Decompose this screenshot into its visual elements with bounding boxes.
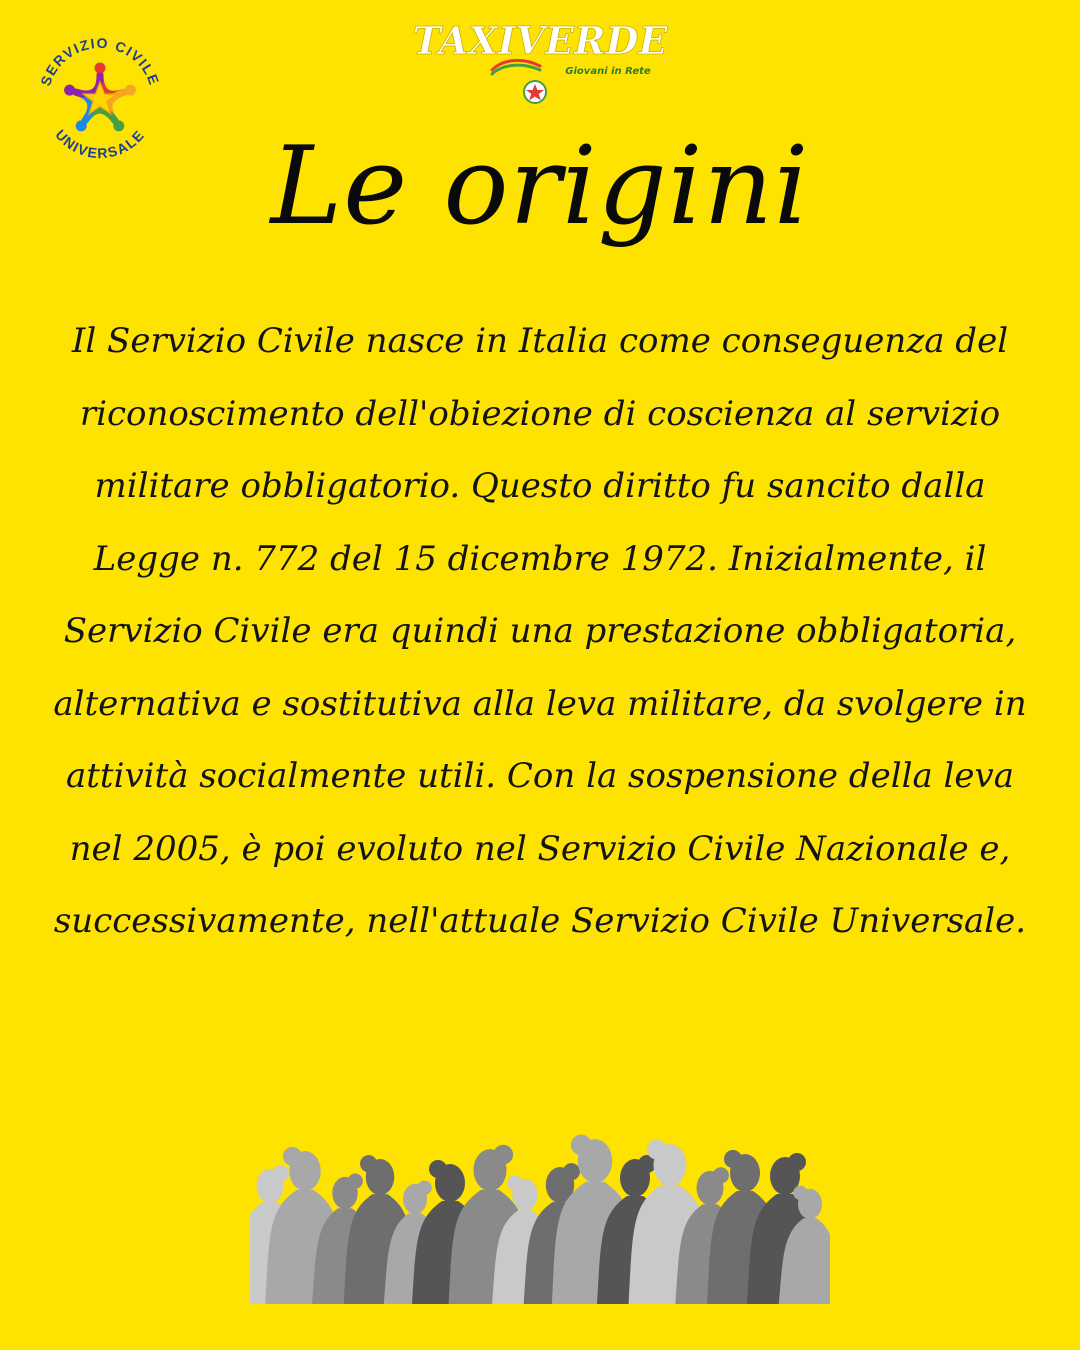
scu-logo-bottom-text: UNIVERSALE xyxy=(52,126,148,162)
taxiverde-tagline: Giovani in Rete xyxy=(565,66,651,77)
taxiverde-wordmark: TAXIVERDE xyxy=(412,18,668,63)
women-silhouettes-illustration xyxy=(250,1128,830,1304)
taxiverde-swoosh-green xyxy=(492,65,540,74)
body-paragraph: Il Servizio Civile nasce in Italia come conseguenza del riconoscimento dell'obiezione di coscienza al servizio militare obbligatorio. Questo diritto fu sancito dalla Legge n. 772 del 15 dicembre 1972. Inizialmente, il Servizio Civile era quindi una prestazione obbligatoria, alternativa e sostitutiva alla leva militare, da svolgere in attività socialmente utili. Con la sospensione della leva nel 2005, è poi evoluto nel Servizio Civile Nazionale e, successivamente, nell'attuale Servizio Civile Universale. xyxy=(53,321,1027,941)
scu-logo-top-text: SERVIZIO CIVILE xyxy=(37,34,163,88)
page-title: Le origini xyxy=(270,124,810,249)
taxiverde-logo xyxy=(400,10,680,110)
